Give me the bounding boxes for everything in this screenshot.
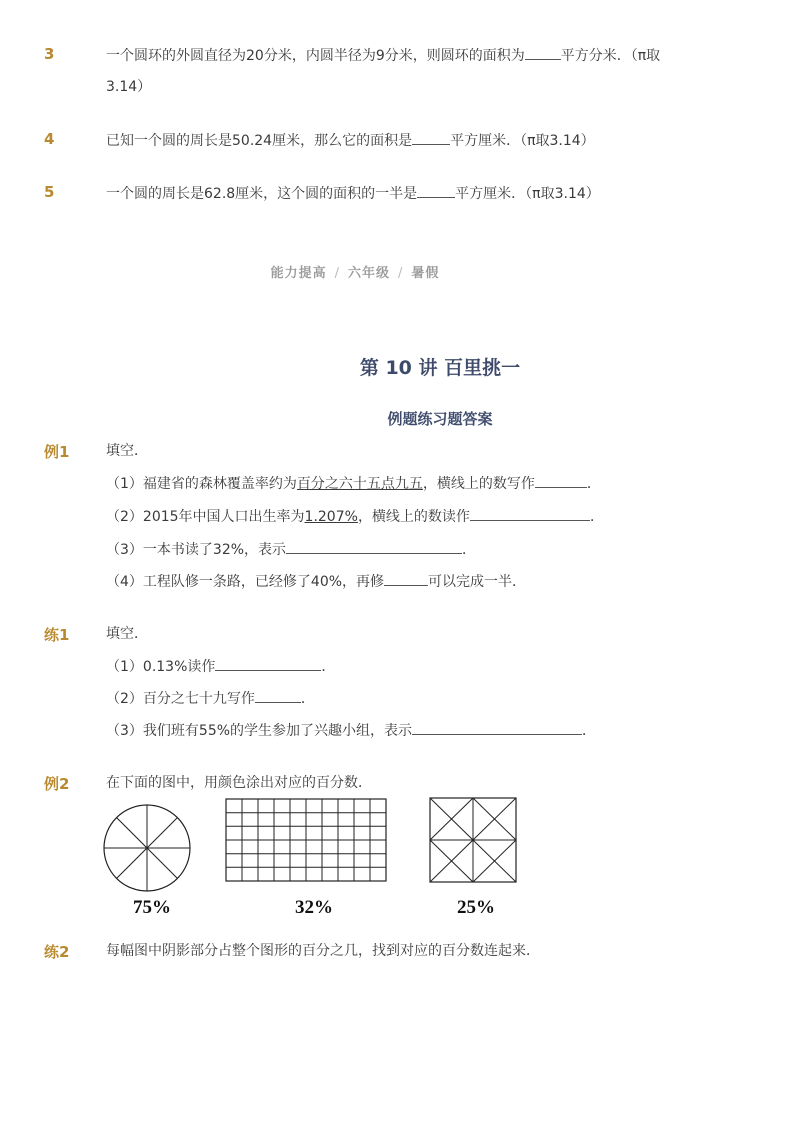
example-1-intro: 填空． [106,443,148,459]
example-2-intro: 在下面的图中，用颜色涂出对应的百分数． [106,775,372,791]
question-5-text-before: 一个圆的周长是62.8厘米，这个圆的面积的一半是 [106,186,418,202]
footer-part3: 暑假 [411,266,440,281]
item-end: ． [586,476,601,492]
practice-2-intro: 每幅图中阴影部分占整个图形的百分之几，找到对应的百分数连起来． [106,943,540,959]
question-number-3: 3 [44,45,55,63]
item-suffix: ，横线上的数写作 [422,476,535,492]
practice-1-item-3 [106,720,596,741]
question-5-text-after: 平方厘米．（π取3.14） [455,186,600,202]
question-4-text [106,130,595,151]
item-prefix: （3）我们班有55%的学生参加了兴趣小组，表示 [106,723,413,739]
lecture-title: 第 10 讲 百里挑一 [359,357,521,379]
item-end: ． [589,509,604,525]
footer-part2: 六年级 [347,266,390,281]
page-footer [0,262,710,281]
square-figure[interactable] [429,797,517,883]
answer-blank[interactable] [286,539,462,554]
example-1-item-3 [106,539,476,560]
answer-blank[interactable] [412,720,582,735]
question-3-text-before: 一个圆环的外圆直径为20分米，内圆半径为9分米，则圆环的面积为 [106,48,525,64]
answer-blank[interactable] [535,473,587,488]
lecture-subtitle: 例题练习题答案 [387,410,493,428]
question-5-text [106,183,600,204]
item-end: ． [300,691,315,707]
item-prefix: （2）2015年中国人口出生率为 [106,509,305,525]
figure-2-percent-label: 32% [295,897,333,918]
practice-1-item-1 [106,656,335,677]
question-3-text [106,45,660,66]
example-1-label: 例1 [44,443,70,461]
answer-blank[interactable] [412,130,450,145]
item-end: ． [321,659,336,675]
example-2-label: 例2 [44,775,70,793]
grid-figure[interactable] [225,798,387,882]
example-1-item-2 [106,506,604,527]
footer-part1: 能力提高 [270,266,327,281]
item-end: ． [582,723,597,739]
example-1-item-4 [106,571,526,592]
item-prefix: （2）百分之七十九写作 [106,691,255,707]
underlined-text: 1.207% [304,509,358,525]
question-3-text-line2: 3.14） [106,79,152,95]
example-1-item-1 [106,473,601,494]
figure-1-percent-label: 75% [133,897,171,918]
practice-2-label: 练2 [44,943,70,961]
practice-1-label: 练1 [44,626,70,644]
item-prefix: （3）一本书读了32%，表示 [106,542,287,558]
figure-3-percent-label: 25% [457,897,495,918]
question-4-text-before: 已知一个圆的周长是50.24厘米，那么它的面积是 [106,133,413,149]
answer-blank[interactable] [525,45,561,60]
question-number-4: 4 [44,130,55,148]
circle-figure[interactable] [102,803,192,893]
answer-blank[interactable] [215,656,321,671]
question-3-text-after: 平方分米．（π取 [560,48,661,64]
question-number-5: 5 [44,183,55,201]
item-prefix: （1）0.13%读作 [106,659,216,675]
answer-blank[interactable] [470,506,590,521]
question-4-text-after: 平方厘米．（π取3.14） [450,133,595,149]
practice-1-intro: 填空． [106,626,148,642]
practice-1-item-2 [106,688,315,709]
item-suffix: 可以完成一半． [428,574,527,590]
footer-sep: / [398,266,404,281]
answer-blank[interactable] [255,688,301,703]
item-prefix: （4）工程队修一条路，已经修了40%，再修 [106,574,385,590]
footer-sep: / [334,266,340,281]
item-suffix: ，横线上的数读作 [357,509,470,525]
item-end: ． [462,542,477,558]
answer-blank[interactable] [384,571,428,586]
underlined-text: 百分之六十五点九五 [296,476,423,492]
item-prefix: （1）福建省的森林覆盖率约为 [106,476,297,492]
answer-blank[interactable] [417,183,455,198]
